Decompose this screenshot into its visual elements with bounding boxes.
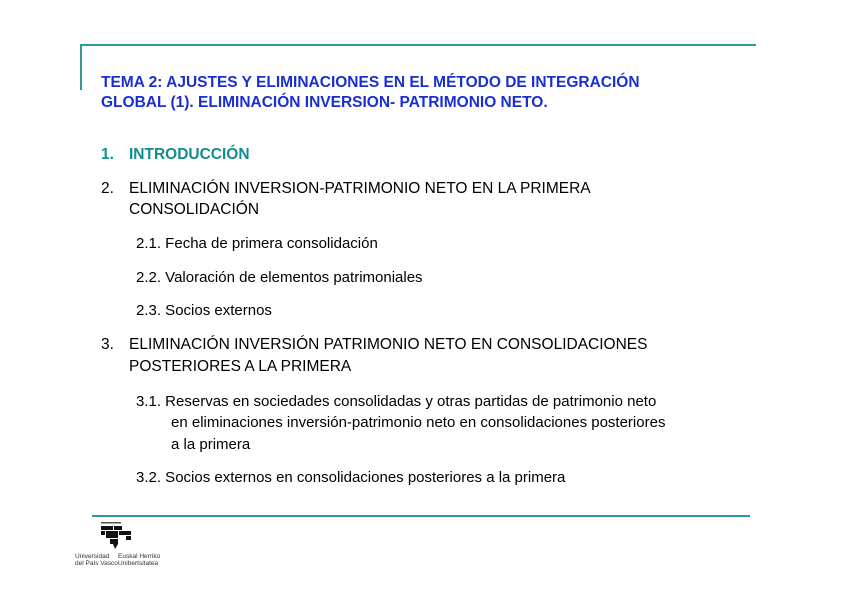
upv-ehu-logo (60, 522, 170, 572)
subitem-2-1: 2.1. Fecha de primera consolidación (136, 235, 378, 252)
frame-bottom-line (92, 515, 750, 517)
title-line-1: TEMA 2: AJUSTES Y ELIMINACIONES EN EL MÉTODO DE INTEGRACIÓN (101, 74, 640, 91)
frame-left-line (80, 44, 82, 90)
subitem-3-1-line-2: en eliminaciones inversión-patrimonio neto en consolidaciones posteriores (171, 414, 666, 431)
logo-text-left (75, 553, 118, 567)
logo-text-right-line-1: Euskal Herriko (118, 553, 161, 560)
item-2-line-2: CONSOLIDACIÓN (129, 201, 260, 218)
item-3-line-1: ELIMINACIÓN INVERSIÓN PATRIMONIO NETO EN CONSOLIDACIONES (129, 336, 648, 353)
item-1 (101, 145, 250, 165)
item-1-number: 1. (101, 146, 114, 163)
subitem-3-2: 3.2. Socios externos en consolidaciones posteriores a la primera (136, 469, 566, 486)
logo-text-left-line-1: Universidad (75, 553, 110, 560)
item-3-number: 3. (101, 336, 114, 353)
logo-text-right-line-2: Unibertsitatea (118, 560, 159, 567)
item-3-line-2: POSTERIORES A LA PRIMERA (129, 358, 352, 375)
subitem-2-3: 2.3. Socios externos (136, 302, 272, 319)
title-line-2: GLOBAL (1). ELIMINACIÓN INVERSION- PATRIMONIO NETO. (101, 94, 548, 111)
item-1-text: INTRODUCCIÓN (129, 146, 250, 163)
subitem-3-1-line-3: a la primera (171, 436, 251, 453)
logo-text-right (118, 553, 160, 567)
item-3 (101, 335, 647, 355)
item-2-number: 2. (101, 180, 114, 197)
item-2-line-1: ELIMINACIÓN INVERSION-PATRIMONIO NETO EN LA PRIMERA (129, 180, 591, 197)
subitem-3-1-line-1: 3.1. Reservas en sociedades consolidadas y otras partidas de patrimonio neto (136, 393, 657, 410)
item-2 (101, 179, 591, 199)
subitem-2-2: 2.2. Valoración de elementos patrimoniales (136, 269, 423, 286)
logo-text-left-line-2: del País Vasco (75, 560, 118, 567)
frame-top-line (80, 44, 756, 46)
slide-title (101, 73, 781, 113)
